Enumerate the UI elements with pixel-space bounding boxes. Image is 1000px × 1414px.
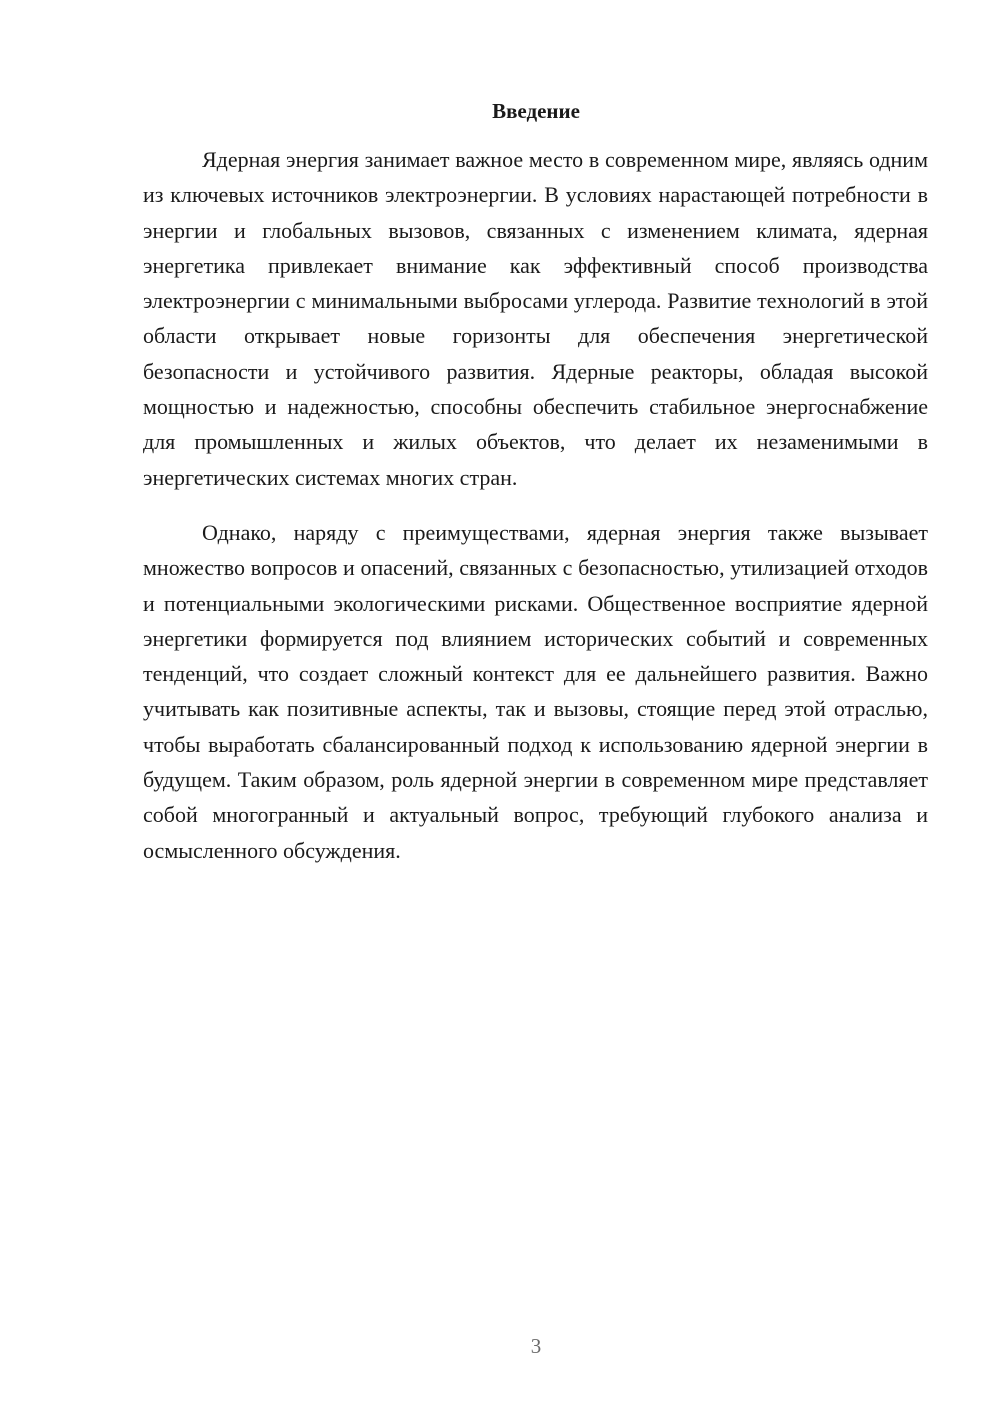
page-number: 3 <box>530 1334 542 1358</box>
body-text <box>143 142 928 868</box>
paragraph-intro: Ядерная энергия занимает важное место в современном мире, являясь одним из ключевых источников электроэнергии. В условиях нарастающей потребности в энергии и глобальных вызовов, связанных с изменением климата, ядерная энергетика привлекает внимание как эффективный способ производства электроэнергии с минимальными выбросами углерода. Развитие технологий в этой области открывает новые горизонты для обеспечения энергетической безопасности и устойчивого развития. Ядерные реакторы, обладая высокой мощностью и надежностью, способны обеспечить стабильное энергоснабжение для промышленных и жилых объектов, что делает их незаменимыми в энергетических системах многих стран. <box>143 147 928 490</box>
paragraph-concerns: Однако, наряду с преимуществами, ядерная энергия также вызывает множество вопросов и опасений, связанных с безопасностью, утилизацией отходов и потенциальными экологическими рисками. Общественное восприятие ядерной энергетики формируется под влиянием исторических событий и современных тенденций, что создает сложный контекст для ее дальнейшего развития. Важно учитывать как позитивные аспекты, так и вызовы, стоящие перед этой отраслью, чтобы выработать сбалансированный подход к использованию ядерной энергии в будущем. Таким образом, роль ядерной энергии в современном мире представляет собой многогранный и актуальный вопрос, требующий глубокого анализа и осмысленного обсуждения. <box>143 519 928 863</box>
section-heading: Введение <box>492 99 580 123</box>
